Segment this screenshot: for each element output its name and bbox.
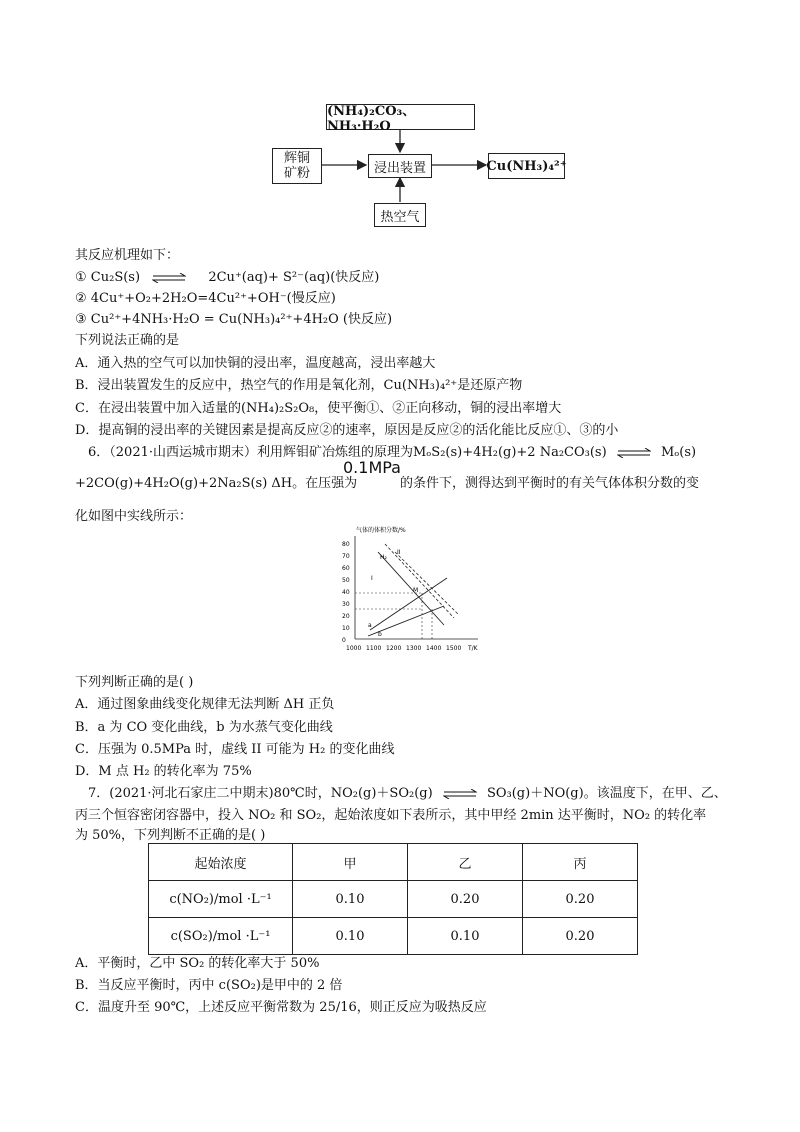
leach-device-label: 浸出装置 xyxy=(373,160,426,176)
label-M: M xyxy=(413,587,419,594)
reaction-1 xyxy=(75,268,379,288)
x-tick: 1300 xyxy=(406,645,422,652)
q5-question: 下列说法正确的是 xyxy=(75,333,180,348)
pressure-value: 0.1MPa xyxy=(343,458,401,477)
q7-option-b: B．当反应平衡时，丙中 c(SO₂)是甲中的 2 倍 xyxy=(75,978,343,993)
curve-H2 xyxy=(385,544,454,618)
label-H2: H₂ xyxy=(380,554,387,561)
y-tick: 30 xyxy=(342,601,350,608)
mechanism-intro: 其反应机理如下： xyxy=(75,248,180,263)
table-cell: c(SO₂)/mol ·L⁻¹ xyxy=(149,918,293,955)
x-axis-label: T/K xyxy=(468,645,478,652)
y-tick: 20 xyxy=(342,613,350,620)
hot-air-label: 热空气 xyxy=(380,209,420,225)
equilibrium-arrow-icon xyxy=(152,273,186,283)
y-tick: 50 xyxy=(342,577,350,584)
q7-option-a: A．平衡时，乙中 SO₂ 的转化率大于 50% xyxy=(75,956,320,971)
gas-volume-chart xyxy=(340,522,490,657)
x-tick: 1100 xyxy=(366,645,382,652)
q5-option-c: C．在浸出装置中加入适量的(NH₄)₂S₂O₈，使平衡①、②正向移动，铜的浸出率增大 xyxy=(75,401,562,416)
reaction-1-left: ① Cu₂S(s) xyxy=(75,270,141,285)
reaction-1-right: 2Cu⁺(aq)+ S²⁻(aq)(快反应) xyxy=(208,270,380,285)
q6-line-1-left: 6．（2021·山西运城市期末）利用辉钼矿冶炼组的原理为MₒS₂(s)+4H₂(g)+2 Na₂CO₃(s) xyxy=(88,445,607,460)
ore-label-1: 辉铜 xyxy=(283,151,310,166)
label-II: II xyxy=(397,549,401,556)
q7-line-2: 丙三个恒容密闭容器中，投入 NO₂ 和 SO₂，起始浓度如下表所示，其中甲经 2min 达平衡时，NO₂ 的转化率 xyxy=(75,808,707,823)
y-tick: 10 xyxy=(342,625,350,632)
ore-label-2: 矿粉 xyxy=(283,166,310,181)
q6-question: 下列判断正确的是( ) xyxy=(75,675,194,690)
table-cell: 0.20 xyxy=(408,881,523,918)
q5-option-b: B．浸出装置发生的反应中，热空气的作用是氧化剂，Cu(NH₃)₄²⁺是还原产物 xyxy=(75,378,523,393)
label-I: I xyxy=(371,575,373,582)
table-header-row xyxy=(149,844,638,881)
y-tick: 0 xyxy=(342,637,346,644)
equilibrium-arrow-icon xyxy=(617,448,651,458)
q7-line-3: 为 50%，下列判断不正确的是( ) xyxy=(75,828,266,843)
q6-line-3: 化如图中实线所示： xyxy=(75,509,193,524)
table-header: 丙 xyxy=(523,844,638,881)
q5-option-a: A．通入热的空气可以加快铜的浸出率，温度越高，浸出率越大 xyxy=(75,356,436,371)
label-a: a xyxy=(368,622,372,629)
chart-y-label: 气体的体积分数/% xyxy=(356,527,406,534)
table-cell: 0.10 xyxy=(408,918,523,955)
product-label: Cu(NH₃)₄²⁺ xyxy=(486,158,567,174)
table-cell: 0.20 xyxy=(523,881,638,918)
q7-line-1-left: 7．(2021·河北石家庄二中期末)80℃时，NO₂(g)＋SO₂(g) xyxy=(88,786,433,801)
reaction-3: ③ Cu²⁺+4NH₃·H₂O = Cu(NH₃)₄²⁺+4H₂O (快反应) xyxy=(75,312,393,327)
q6-option-a: A．通过图象曲线变化规律无法判断 ΔH 正负 xyxy=(75,697,335,712)
curve-II xyxy=(395,552,458,614)
label-b: b xyxy=(378,631,382,638)
y-tick: 60 xyxy=(342,565,350,572)
table-cell: c(NO₂)/mol ·L⁻¹ xyxy=(149,881,293,918)
table-header: 乙 xyxy=(408,844,523,881)
y-tick: 80 xyxy=(342,541,350,548)
reaction-2: ② 4Cu⁺+O₂+2H₂O=4Cu²⁺+OH⁻(慢反应) xyxy=(75,291,336,306)
x-tick: 1000 xyxy=(346,645,362,652)
q6-line-1-right: Mₒ(s) xyxy=(660,445,697,460)
equilibrium-arrow-icon xyxy=(443,789,477,799)
q6-line-2-right: 的条件下，测得达到平衡时的有关气体体积分数的变 xyxy=(400,476,700,491)
table-cell: 0.20 xyxy=(523,918,638,955)
table-header: 起始浓度 xyxy=(149,844,293,881)
x-tick: 1200 xyxy=(386,645,402,652)
table-row xyxy=(149,881,638,918)
table-row xyxy=(149,918,638,955)
y-tick: 70 xyxy=(342,553,350,560)
table-header: 甲 xyxy=(293,844,408,881)
q6-line-2-left: +2CO(g)+4H₂O(g)+2Na₂S(s) ΔH。在压强为 xyxy=(75,476,358,491)
q7-option-c: C．温度升至 90℃，上述反应平衡常数为 25/16，则正反应为吸热反应 xyxy=(75,1000,487,1015)
q6-option-d: D．M 点 H₂ 的转化率为 75% xyxy=(75,764,252,779)
q5-option-d: D．提高铜的浸出率的关键因素是提高反应②的速率，原因是反应②的活化能比反应①、③的小 xyxy=(75,423,619,438)
chart-svg xyxy=(340,522,490,657)
table-cell: 0.10 xyxy=(293,918,408,955)
reagent-label: (NH₄)₂CO₃、NH₃·H₂O xyxy=(327,104,416,134)
curve-I xyxy=(378,552,444,625)
q6-option-c: C．压强为 0.5MPa 时，虚线 II 可能为 H₂ 的变化曲线 xyxy=(75,742,395,757)
q7-line-1 xyxy=(88,784,727,804)
q7-line-1-right: SO₃(g)＋NO(g)。该温度下，在甲、乙、 xyxy=(486,786,727,801)
concentration-table xyxy=(148,843,638,955)
y-tick: 40 xyxy=(342,589,350,596)
flow-arrows xyxy=(0,0,800,240)
x-tick: 1400 xyxy=(426,645,442,652)
table-cell: 0.10 xyxy=(293,881,408,918)
q6-option-b: B．a 为 CO 变化曲线，b 为水蒸气变化曲线 xyxy=(75,720,333,735)
x-tick: 1500 xyxy=(446,645,462,652)
